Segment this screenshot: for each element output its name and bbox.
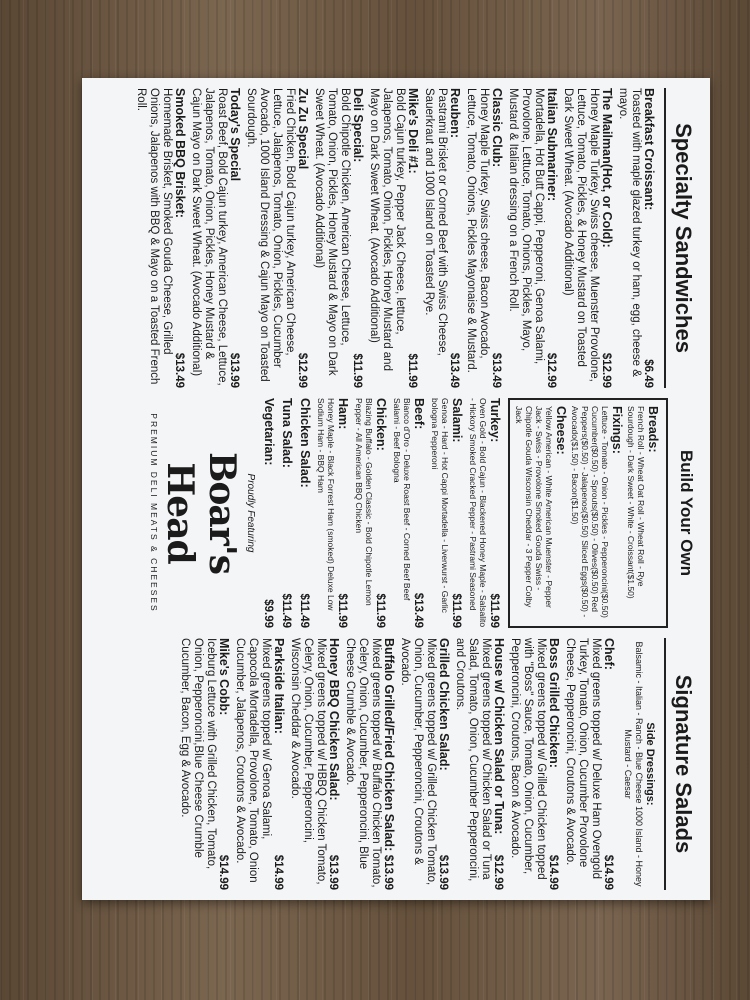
sandwich-item-price: $11.99 [406,353,418,388]
salad-item-header [547,638,561,890]
sandwich-item-description: Fried Chicken, Bold Cajun turkey, American Cheese, Lettuce, Jalapenos, Tomato, Onion, Pickles, Cucumber Avocado, 1000 Island Dressing & Cajun Mayo on Toasted Sourdough. [245,88,296,382]
specialty-sandwiches-section [132,88,710,388]
meat-item-header [488,398,502,628]
sandwich-item [312,88,365,388]
meat-item-price: $11.99 [336,593,348,628]
meat-item-header [336,398,350,628]
meat-item [316,398,350,628]
salad-item-name: Chef: [602,638,616,670]
sandwich-item-name: Deli Special: [351,88,365,163]
salad-item [288,638,341,890]
sandwich-item-description: Pastrami Brisket or Corned Beef with Swiss Cheese, Sauerkraut and 1000 Island on Toasted Rye. [423,88,448,356]
sandwich-item-price: $13.49 [448,352,460,388]
sandwich-item-price: $6.49 [642,359,654,388]
meat-item [354,398,388,628]
sandwich-item [561,88,614,388]
sandwich-item-description: Honey Maple Turkey, Swiss cheese, Muenster Provolone, Lettuce, Tomato, Pickles, & Honey Mustard on Toasted Dark Sweet Wheat. (Avocado Additional) [562,88,600,382]
salads-heading: Signature Salads [664,638,696,890]
sandwich-item-price: $12.99 [545,352,557,388]
salad-item [343,638,396,890]
sandwich-item-price: $13.99 [228,352,240,388]
meat-item-description: Bianco d'Oro - Deluxe Roast Beef - Corned Beef Beef Salami - Beef Bologna [392,398,412,601]
salad-item-price: $13.99 [437,854,449,890]
salad-item [453,638,506,890]
sandwich-item [616,88,656,388]
dressings-text: Balsamic - Italian - Ranch - Blue Cheese 1000 Island - Honey Mustard - Caesar [623,641,644,887]
meat-item-name: Turkey: [488,398,502,443]
salad-item-description: Iceburg Lettuce with Grilled Chicken, Tomato, Onion, Pepperoncini,Blue Cheese Crumble Cucumber, Bacon, Egg & Avocado. [179,638,217,870]
meat-item-name: Ham: [336,398,350,430]
sandwich-item-header [173,88,187,388]
meat-item-name: Salami: [450,398,464,443]
breads-label: Breads: [646,406,660,453]
meat-item [298,398,312,628]
meat-item-price: $11.49 [298,593,310,628]
sandwich-item-name: The Mailman(Hot, or Cold): [600,88,614,248]
logo-tagline: PREMIUM DELI MEATS & CHEESES [149,413,159,613]
fixings-label: Fixings: [610,406,624,454]
sandwich-item [189,88,242,388]
sandwich-item [367,88,420,388]
meat-item-description: Honey Maple - Black Forrest Ham (smoked) Deluxe Low Sodium Ham - BBQ Ham [316,398,336,611]
salad-item-description: Mixed greens topped w/ Genoa Salami, Capocola Mortadella, Provolone, Tomato, Onion Cucumber, Jalapenos, Croutons & Avocado. [234,638,272,883]
sandwich-item-price: $11.99 [351,353,363,388]
salad-item [233,638,286,890]
salad-item-price: $14.99 [547,854,559,890]
sandwich-item-description: Toasted with maple glazed turkey or ham, egg, cheese & mayo. [617,88,642,377]
sandwich-item-header [490,88,504,388]
salad-item-name: Boss Grilled Chicken: [547,638,561,768]
salad-item-name: House w/ Chicken Salad or Tuna: [492,638,506,835]
meat-item [392,398,426,628]
sandwich-item-description: Bold Cajun turkey, Pepper Jack Cheese, lettuce, Jalapenos, Tomato, Onion, Pickles, Honey Mustard and Mayo on Dark Sweet Wheat. (Avocado Additional) [368,88,406,371]
sandwich-item-header [448,88,462,388]
salad-item-description: Mixed greens topped w/ Grilled Chicken Tomato, Onion, Cucumber, Pepperoncini, Croutons & Avocado. [399,638,437,886]
meat-item-header [412,398,426,628]
meat-item-header [374,398,388,628]
salad-item-price: $13.99 [327,854,339,890]
meat-item-price: $9.99 [262,599,274,628]
meat-item-header [280,398,294,628]
meat-item [262,398,276,628]
meat-item-header [298,398,312,628]
sandwich-item [422,88,462,388]
salad-item-name: Parkside Italian: [272,638,286,734]
salad-item-description: Mixed greens topped w/ Deluxe Ham Ovengold Turkey, Tomato, Onion, Cucumber Provolone Cheese, Pepperoncini, Croutons & Avocado. [564,638,602,879]
salad-item-description: Mixed greens topped w/ Chicken Salad or Tuna Salad, Tomato, Onion, Cucumber Pepperoncini, and Croutons. [454,638,492,882]
meat-item-name: Chicken Salad: [298,398,312,488]
meat-item-header [450,398,464,628]
specialty-heading: Specialty Sandwiches [664,88,696,388]
sandwich-item-name: Italian Submariner: [545,88,559,202]
breads-text: French Roll - Wheat Oat Roll - Wheat Roll - Rye Sourdough - Dark Sweet - White - Croissant($1.50) [626,406,646,599]
sandwich-item-description: Homemade Brisket, Smoked Gouda Cheese, Grilled Onions, Jalapenos with BBQ & Mayo on a Toasted French Roll. [135,88,173,385]
salad-item-header [437,638,451,890]
fixings-text: Lettuce - Tomato - Onion - Pickles - Pepperoncini($0.50) Cucumber($0.50) - Sprouts($0.50) - Olives($0.50) Red Peppers($0.50) - Jalapenos($0.50) Sliced Eggs($0.50) - Avocado($1.50) - Bacon($1.50) [570,406,610,618]
menu-rotated-content [82,78,710,900]
signature-salads-section [176,638,710,890]
boars-head-logo [149,398,256,628]
sandwich-item [464,88,504,388]
meat-item [468,398,502,628]
salad-item-name: Honey BBQ Chicken Salad: [327,638,341,801]
sandwich-item-description: Bold Chipotle Chicken, American Cheese, Lettuce, Tomato, Onion, Pickles, Honey Mustard & Mayo on Dark Sweet Wheat. (Avocado Additional) [313,88,351,376]
sandwich-item-name: Reuben: [448,88,462,138]
sandwich-item-price: $12.99 [600,352,612,388]
sandwich-item-header [642,88,656,388]
meat-item-price: $11.99 [488,593,500,628]
meat-item-price: $11.99 [450,593,462,628]
sandwich-item-header [351,88,365,388]
salad-item-price: $13.99 [382,854,394,890]
meat-item [280,398,294,628]
sandwich-item [506,88,559,388]
meat-item-header [262,398,276,628]
salad-item-name: Grilled Chicken Salad: [437,638,451,771]
meat-item-description: Blazing Buffalo - Golden Classic - Bold Chipotle Lemon Pepper - All American BBQ Chicken [354,398,374,606]
proudly-featuring-text: Proudly Featuring [245,473,256,553]
sandwich-item-header [406,88,420,388]
meat-item-name: Chicken: [374,398,388,451]
salad-item-price: $14.99 [272,854,284,890]
meat-item-name: Vegetarian: [262,398,276,466]
build-heading: Build Your Own [677,450,696,576]
salad-item [398,638,451,890]
meat-item-name: Tuna Salad: [280,398,294,468]
salad-item-description: Mixed greens topped w/ HBBQ Chicken Tomato, Celery, Onion, Cucumber, Pepperoncini, Wisconsin Cheddar & Avocado. [289,638,327,885]
sandwich-item-price: $13.49 [173,352,185,388]
salad-item [178,638,231,890]
sandwich-item-name: Smoked BBQ Brisket: [173,88,187,218]
sandwich-item-header [545,88,559,388]
sandwich-item-description: Mortadella, Hot Butt Cappi, Pepperoni, Genoa Salami, Provolone, Lettuce, Tomato, Onions, Pickles, Mayo, Mustard & Italian dressing on a French Roll. [507,88,545,365]
salad-item-price: $12.99 [492,854,504,890]
build-your-own-section [149,398,710,628]
sandwich-item [244,88,310,388]
specialty-list [134,88,656,388]
sandwich-item-name: Zu Zu Special [296,88,310,170]
meat-item-price: $13.49 [412,592,424,628]
cheese-text: Yellow American - White American Muenster - Pepper Jack - Swiss - Provolone Smoked Gouda Swiss - Chipotle Gouda Wisconsin Cheddar - 3 Pepper Colby Jack [514,406,554,608]
salad-item-header [327,638,341,890]
cheese-label: Cheese: [554,406,568,455]
sandwich-item-name: Classic Club: [490,88,504,168]
sandwich-item-description: Honey Maple Turkey, Swiss cheese, Bacon Avocado, Lettuce, Tomato, Onions, Pickles Mayonaise & Mustard. [465,88,490,373]
salad-item [563,638,616,890]
sandwich-item [134,88,187,388]
meat-item-price: $11.99 [374,593,386,628]
menu-paper [82,78,710,900]
sandwich-item-header [228,88,242,388]
logo-wordmark: Boar's Head [159,451,243,575]
meat-item-name: Beef: [412,398,426,430]
meat-item-description: Oven Gold - Bold Cajun - Blackened Honey Maple - Salsalito - Hickory Smoked Cracked Pepper - Pastrami Seasoned [468,398,488,628]
dressings-label: Side Dressings: [644,722,656,806]
salad-item-description: Mixed greens topped w/ Grilled Chicken topped with "Boss" Sauce, Tomato, Onion, Cucumber, Pepperoncini, Croutons, Bacon & Avocado. [509,638,547,880]
salad-item-header [492,638,506,890]
sandwich-item-description: Roast Beef, Bold Cajun turkey, American Cheese, Lettuce, Jalapenos, Tomato, Onion, Pickles, Honey Mustard & Cajun Mayo on Dark Sweet Wheat. (Avocado Additional) [190,88,228,386]
salad-item-header [272,638,286,890]
build-options-box [508,398,668,628]
sandwich-item-name: Today's Special [228,88,242,182]
sandwich-item-price: $13.49 [490,352,502,388]
logo-row [159,398,243,628]
sandwich-item-name: Breakfast Croissant: [642,88,656,211]
salad-item-price: $14.99 [602,854,614,890]
meat-list [262,398,502,628]
sandwich-item-name: Mike's Deli #1: [406,88,420,174]
salad-item-header [217,638,231,890]
meat-item-description: Genoa - Hard - Hot Cappi Mortadella - Liverwurst - Garlic bologna Pepperoni [430,398,450,613]
sandwich-item-header [600,88,614,388]
meat-item-price: $11.49 [280,593,292,628]
sandwich-item-price: $12.99 [296,352,308,388]
salad-item-name: Buffalo Grilled/Fried Chicken Salad: [382,638,396,852]
salad-item-header [382,638,396,890]
sandwich-item-header [296,88,310,388]
salad-item-price: $14.99 [217,854,229,890]
salad-item-description: Mixed greens topped w/ Buffalo Chicken Tomato, Celery, Onion, Cucumber, Pepperoncini, Blue Cheese Crumble & Avocado. [344,638,382,888]
meat-item [430,398,464,628]
salad-item-header [602,638,616,890]
salad-item [508,638,561,890]
salad-item-name: Mike's Cobb: [217,638,231,716]
salad-list [178,638,616,890]
